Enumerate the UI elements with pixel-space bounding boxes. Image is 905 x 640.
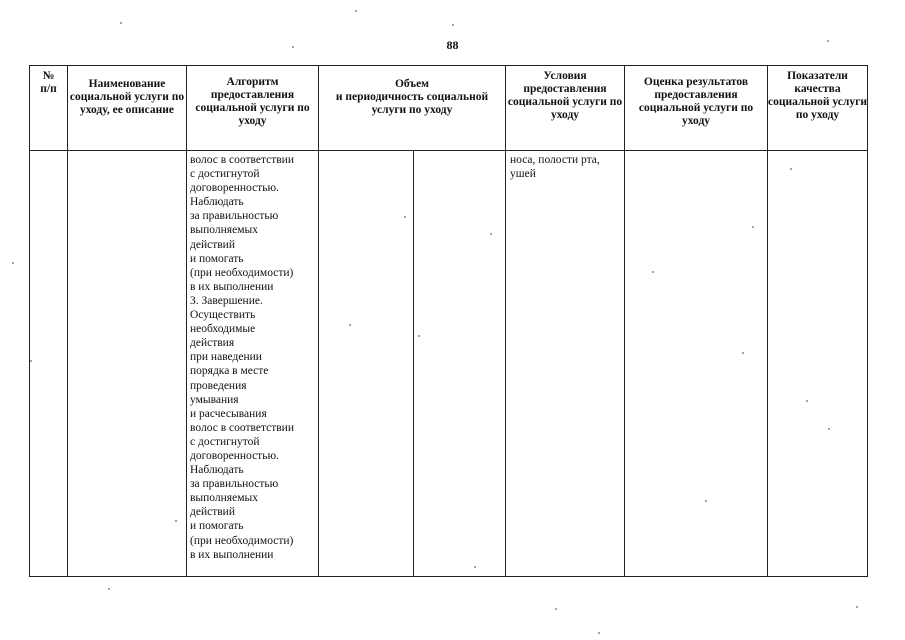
- speck: [418, 335, 420, 337]
- cell-evaluation: [625, 151, 768, 577]
- cell-volume-b: [414, 151, 506, 577]
- cell-quality: [768, 151, 868, 577]
- speck: [790, 168, 792, 170]
- speck: [598, 632, 600, 634]
- header-num: № п/п: [30, 66, 68, 151]
- header-conditions: Условия предоставления социальной услуги по уходу: [506, 66, 625, 151]
- services-table: [29, 65, 868, 577]
- speck: [175, 520, 177, 522]
- speck: [742, 352, 744, 354]
- speck: [827, 40, 829, 42]
- speck: [292, 46, 294, 48]
- conditions-text: носа, полости рта, ушей: [510, 154, 600, 181]
- speck: [490, 233, 492, 235]
- speck: [806, 400, 808, 402]
- algorithm-text: волос в соответствии с достигнутой договоренностью. Наблюдать за правильностью выполняемых действий и помогать (при необходимости) в их выполнении 3. Завершение. Осуществить необходимые действия при наведении порядка в месте проведения умывания и расчесывания волос в соответствии с достигнутой договоренностью. Наблюдать за правильностью выполняемых действий и помогать (при необходимости) в их выполнении: [190, 154, 294, 561]
- speck: [452, 24, 454, 26]
- speck: [355, 10, 357, 12]
- table-row: [30, 151, 868, 577]
- page-number: 88: [446, 38, 459, 52]
- speck: [555, 608, 557, 610]
- cell-num: [30, 151, 68, 577]
- header-algorithm: Алгоритм предоставления социальной услуги по уходу: [187, 66, 319, 151]
- speck: [652, 271, 654, 273]
- speck: [752, 226, 754, 228]
- speck: [349, 324, 351, 326]
- speck: [12, 262, 14, 264]
- header-evaluation: Оценка результатов предоставления социальной услуги по уходу: [625, 66, 768, 151]
- speck: [108, 588, 110, 590]
- speck: [120, 22, 122, 24]
- header-quality: Показатели качества социальной услуги по уходу: [768, 66, 868, 151]
- header-volume: Объем и периодичность социальной услуги по уходу: [319, 66, 506, 151]
- speck: [474, 566, 476, 568]
- speck: [705, 500, 707, 502]
- speck: [404, 216, 406, 218]
- cell-algorithm: [187, 151, 319, 577]
- table-header-row: [30, 66, 868, 151]
- header-service-name: Наименование социальной услуги по уходу, ее описание: [68, 66, 187, 151]
- cell-service-name: [68, 151, 187, 577]
- speck: [856, 606, 858, 608]
- speck: [30, 360, 32, 362]
- cell-conditions: [506, 151, 625, 577]
- speck: [828, 428, 830, 430]
- cell-volume-a: [319, 151, 414, 577]
